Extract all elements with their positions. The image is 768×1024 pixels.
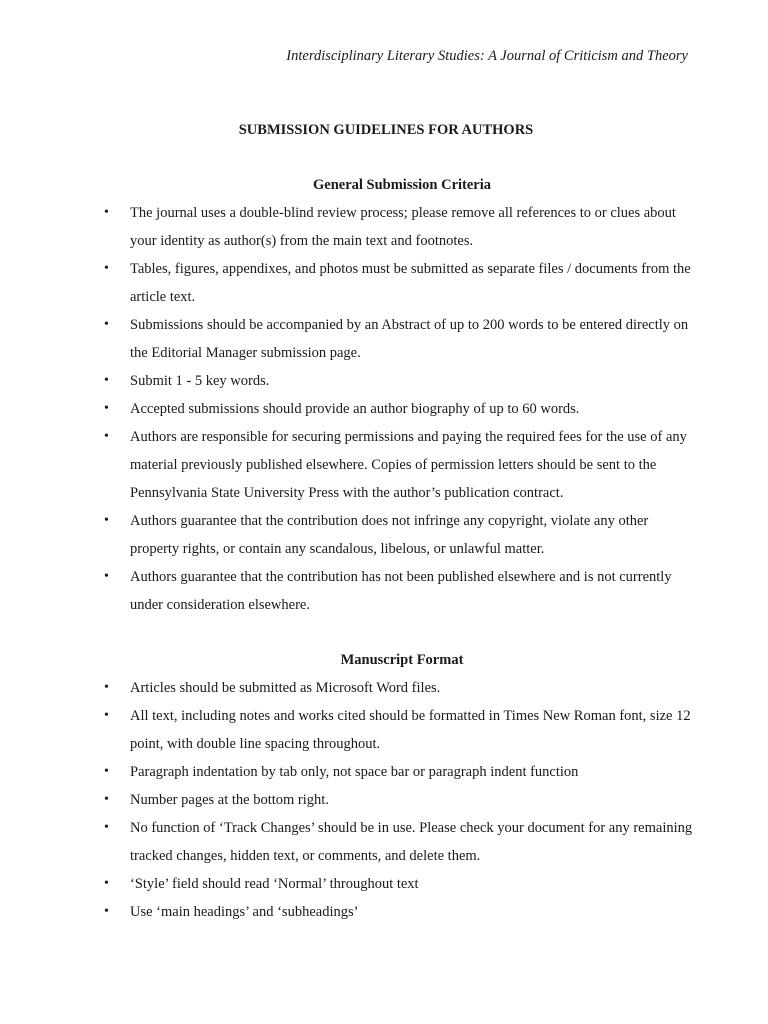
list-item-text: Paragraph indentation by tab only, not space bar or paragraph indent function	[130, 764, 579, 780]
list-item	[104, 702, 694, 758]
bullet-icon: •	[104, 764, 109, 779]
section-heading: General Submission Criteria	[312, 177, 492, 193]
list-item-text: Authors guarantee that the contribution has not been published elsewhere and is not currently under consideration elsewhere.	[130, 569, 672, 613]
bullet-icon: •	[104, 708, 109, 723]
list-item-text: No function of ‘Track Changes’ should be in use. Please check your document for any remaining tracked changes, hidden text, or comments, and delete them.	[130, 820, 693, 864]
list-item-text: Submissions should be accompanied by an Abstract of up to 200 words to be entered directly on the Editorial Manager submission page.	[130, 317, 689, 361]
list-item	[104, 395, 694, 423]
list-item-text: Authors guarantee that the contribution does not infringe any copyright, violate any other property rights, or contain any scandalous, libelous, or unlawful matter.	[130, 513, 649, 557]
list-item	[104, 898, 694, 926]
bullet-icon: •	[104, 429, 109, 444]
bullet-icon: •	[104, 373, 109, 388]
list-item-text: All text, including notes and works cited should be formatted in Times New Roman font, size 12 point, with double line spacing throughout.	[130, 708, 691, 752]
running-header: Interdisciplinary Literary Studies: A Journal of Criticism and Theory	[286, 48, 688, 64]
bullet-icon: •	[104, 904, 109, 919]
bullet-icon: •	[104, 317, 109, 332]
list-item-text: Articles should be submitted as Microsoft Word files.	[130, 680, 441, 696]
list-item-text: Tables, figures, appendixes, and photos must be submitted as separate files / documents from the article text.	[130, 261, 691, 305]
list-item	[104, 758, 694, 786]
bullet-icon: •	[104, 261, 109, 276]
bullet-icon: •	[104, 513, 109, 528]
list-item-text: Authors are responsible for securing permissions and paying the required fees for the use of any material previously published elsewhere. Copies of permission letters should be sent to the Pennsylvania State University Press with the author’s publication contract.	[130, 429, 687, 501]
list-item	[104, 311, 694, 367]
document-title: SUBMISSION GUIDELINES FOR AUTHORS	[238, 122, 534, 138]
list-item-text: Submit 1 - 5 key words.	[130, 373, 270, 389]
list-item	[104, 199, 694, 255]
bullet-icon: •	[104, 680, 109, 695]
bullet-icon: •	[104, 876, 109, 891]
bullet-icon: •	[104, 820, 109, 835]
section-general-submission-criteria	[104, 171, 694, 619]
list-item-text: Accepted submissions should provide an author biography of up to 60 words.	[130, 401, 580, 417]
bullet-icon: •	[104, 205, 109, 220]
list-item	[104, 814, 694, 870]
list-item	[104, 786, 694, 814]
section-manuscript-format	[104, 646, 694, 926]
list-item-text: ‘Style’ field should read ‘Normal’ throughout text	[130, 876, 419, 892]
list-item	[104, 507, 694, 563]
bullet-icon: •	[104, 569, 109, 584]
criteria-list	[104, 199, 694, 619]
list-item-text: The journal uses a double-blind review process; please remove all references to or clues about your identity as author(s) from the main text and footnotes.	[130, 205, 676, 249]
list-item	[104, 674, 694, 702]
format-list	[104, 674, 694, 926]
bullet-icon: •	[104, 401, 109, 416]
bullet-icon: •	[104, 792, 109, 807]
list-item	[104, 367, 694, 395]
list-item	[104, 870, 694, 898]
list-item-text: Use ‘main headings’ and ‘subheadings’	[130, 904, 359, 920]
list-item-text: Number pages at the bottom right.	[130, 792, 329, 808]
list-item	[104, 423, 694, 507]
list-item	[104, 563, 694, 619]
list-item	[104, 255, 694, 311]
section-heading: Manuscript Format	[340, 652, 464, 668]
